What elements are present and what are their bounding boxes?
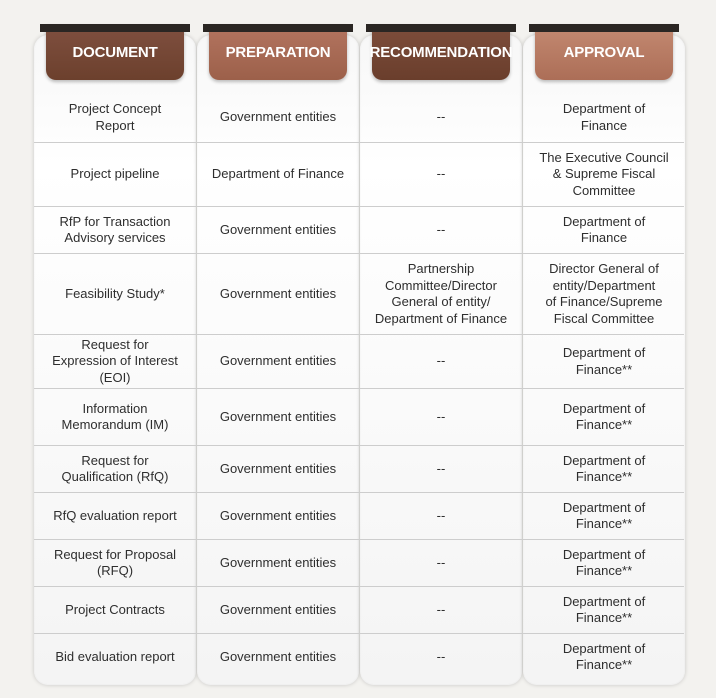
cell-preparation: Government entities (219, 507, 337, 523)
cell-preparation: Government entities (219, 285, 337, 301)
cell-recommendation: -- (436, 648, 446, 664)
cell-document: Project Contracts (65, 601, 165, 617)
cell-approval: The Executive Council & Supreme Fiscal Committee (539, 149, 669, 198)
cell-document: Feasibility Study* (65, 285, 165, 301)
cell-approval: Department of Finance** (562, 452, 646, 484)
header-document: DOCUMENT (46, 24, 184, 80)
cell-preparation: Government entities (219, 460, 337, 476)
header-approval: APPROVAL (535, 24, 673, 80)
header-preparation: PREPARATION (209, 24, 347, 80)
cell-approval: Department of Finance** (562, 546, 646, 578)
cell-preparation: Government entities (219, 601, 337, 617)
cell-preparation: Government entities (219, 554, 337, 570)
cell-approval: Department of Finance** (562, 345, 646, 377)
cell-approval: Department of Finance (562, 101, 646, 133)
cell-recommendation: -- (436, 507, 446, 523)
cell-document: RfQ evaluation report (53, 507, 177, 523)
cell-preparation: Government entities (219, 408, 337, 424)
cell-approval: Department of Finance** (562, 593, 646, 625)
cell-document: Request for Proposal (RFQ) (53, 546, 177, 578)
cell-recommendation: -- (436, 353, 446, 369)
cell-preparation: Government entities (219, 221, 337, 237)
header-recommendation: RECOMMENDATION (372, 24, 510, 80)
cell-recommendation: -- (436, 109, 446, 125)
cell-document: Request for Expression of Interest (EOI) (52, 336, 178, 385)
cell-approval: Department of Finance (562, 213, 646, 245)
cell-recommendation: -- (436, 166, 446, 182)
cell-recommendation: -- (436, 554, 446, 570)
cell-preparation: Government entities (219, 648, 337, 664)
cell-recommendation: -- (436, 408, 446, 424)
cell-approval: Department of Finance** (562, 640, 646, 672)
cell-document: Information Memorandum (IM) (61, 400, 169, 432)
cell-recommendation: -- (436, 601, 446, 617)
cell-recommendation: -- (436, 460, 446, 476)
cell-document: Bid evaluation report (55, 648, 175, 664)
cell-document: Project pipeline (70, 166, 160, 182)
cell-approval: Department of Finance** (562, 499, 646, 531)
cell-recommendation: -- (436, 221, 446, 237)
cell-approval: Department of Finance** (562, 400, 646, 432)
cell-preparation: Government entities (219, 109, 337, 125)
cell-preparation: Department of Finance (211, 166, 345, 182)
cell-document: Request for Qualification (RfQ) (61, 452, 169, 484)
cell-document: Project Concept Report (68, 101, 162, 133)
cell-preparation: Government entities (219, 353, 337, 369)
cell-recommendation: Partnership Committee/Director General of entity/ Department of Finance (374, 261, 508, 326)
cell-approval: Director General of entity/Department of Finance/Supreme Fiscal Committee (545, 261, 663, 326)
cell-document: RfP for Transaction Advisory services (59, 213, 171, 245)
